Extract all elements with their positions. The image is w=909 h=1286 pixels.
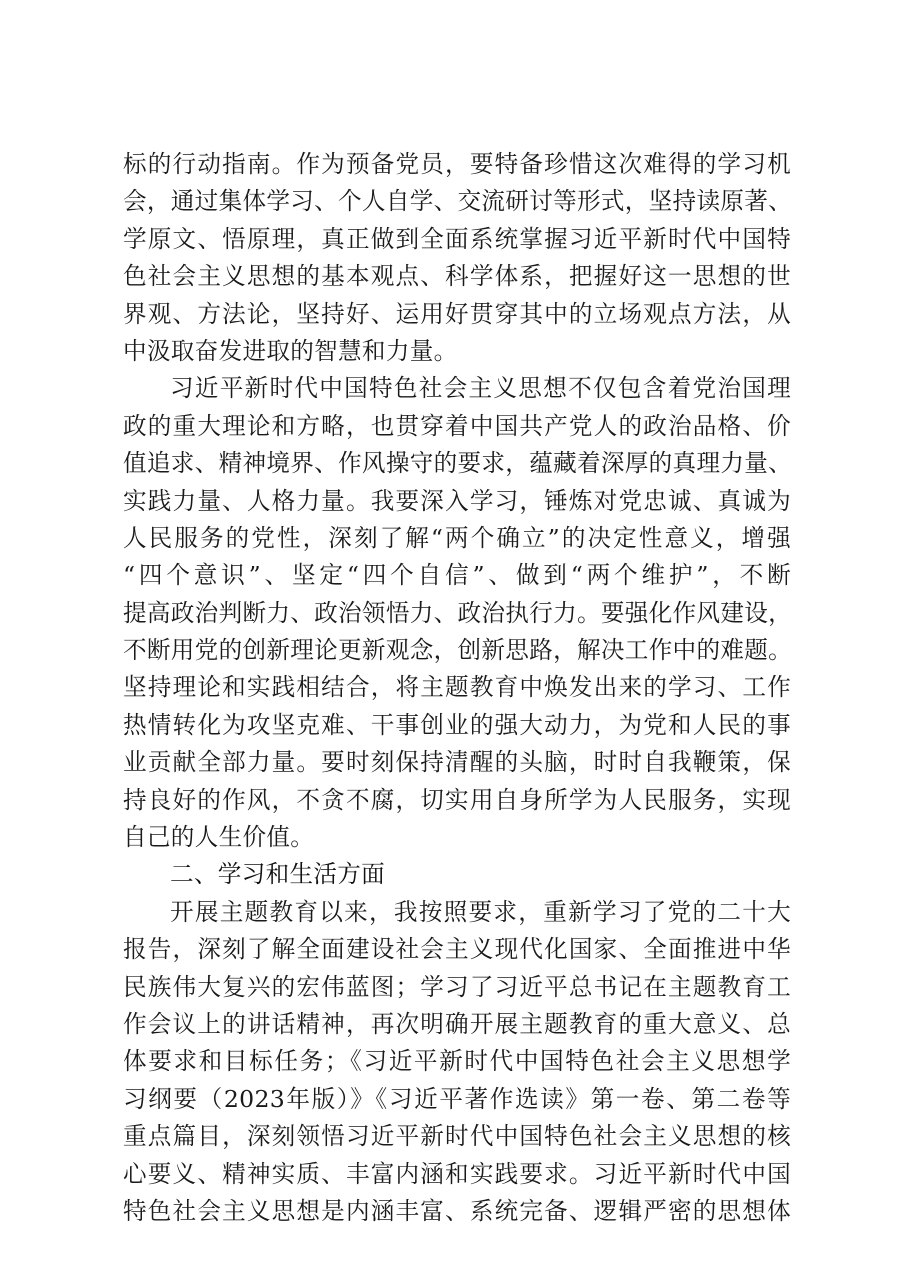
text-line: 业贡献全部力量。要时刻保持清醒的头脑，时时自我鞭策，保: [123, 748, 791, 777]
text-line: 实践力量、人格力量。我要深入学习，锤炼对党忠诚、真诚为: [123, 486, 791, 515]
text-line: 二、学习和生活方面: [170, 860, 386, 889]
text-line: 重点篇目，深刻领悟习近平新时代中国特色社会主义思想的核: [123, 1122, 791, 1151]
text-line: 会，通过集体学习、个人自学、交流研讨等形式，坚持读原著、: [123, 187, 793, 216]
text-line: 报告，深刻了解全面建设社会主义现代化国家、全面推进中华: [123, 935, 791, 964]
text-line: 提高政治判断力、政治领悟力、政治执行力。要强化作风建设，: [123, 598, 793, 627]
text-line: 学原文、悟原理，真正做到全面系统掌握习近平新时代中国特: [123, 224, 791, 253]
text-line: 自己的人生价值。: [123, 823, 315, 852]
text-line: 热情转化为攻坚克难、干事创业的强大动力，为党和人民的事: [123, 710, 791, 739]
text-line: 中汲取奋发进取的智慧和力量。: [123, 336, 458, 365]
text-line: 体要求和目标任务；《习近平新时代中国特色社会主义思想学: [123, 1047, 791, 1076]
text-line: 作会议上的讲话精神，再次明确开展主题教育的重大意义、总: [123, 1009, 791, 1038]
text-line: 心要义、精神实质、丰富内涵和实践要求。习近平新时代中国: [123, 1159, 791, 1188]
text-line: 开展主题教育以来，我按照要求，重新学习了党的二十大: [170, 897, 791, 926]
text-line: 标的行动指南。作为预备党员，要特备珍惜这次难得的学习机: [123, 150, 791, 178]
text-line: 习近平新时代中国特色社会主义思想不仅包含着党治国理: [170, 374, 791, 403]
paragraph: [123, 146, 791, 370]
paragraph: [123, 370, 791, 856]
text-line: 民族伟大复兴的宏伟蓝图；学习了习近平总书记在主题教育工: [123, 972, 791, 1001]
text-line: 持良好的作风，不贪不腐，切实用自身所学为人民服务，实现: [123, 785, 791, 814]
text-line: “四个意识”、坚定“四个自信”、做到“两个维护”，不断: [123, 561, 791, 590]
paragraph: [123, 894, 791, 1231]
text-line: 人民服务的党性，深刻了解“两个确立”的决定性意义，增强: [123, 523, 791, 552]
text-line: 界观、方法论，坚持好、运用好贯穿其中的立场观点方法，从: [123, 299, 791, 328]
text-line: 特色社会主义思想是内涵丰富、系统完备、逻辑严密的思想体: [123, 1196, 791, 1225]
text-line: 不断用党的创新理论更新观念，创新思路，解决工作中的难题。: [123, 636, 793, 665]
text-line: 坚持理论和实践相结合，将主题教育中焕发出来的学习、工作: [123, 673, 791, 702]
text-line: 习纲要（2023年版）》《习近平著作选读》第一卷、第二卷等: [123, 1084, 791, 1113]
text-line: 值追求、精神境界、作风操守的要求，蕴藏着深厚的真理力量、: [123, 449, 793, 478]
text-line: 政的重大理论和方略，也贯穿着中国共产党人的政治品格、价: [123, 411, 791, 440]
document-body: [123, 146, 791, 1230]
section-heading: [123, 856, 791, 893]
text-line: 色社会主义思想的基本观点、科学体系，把握好这一思想的世: [123, 262, 791, 291]
